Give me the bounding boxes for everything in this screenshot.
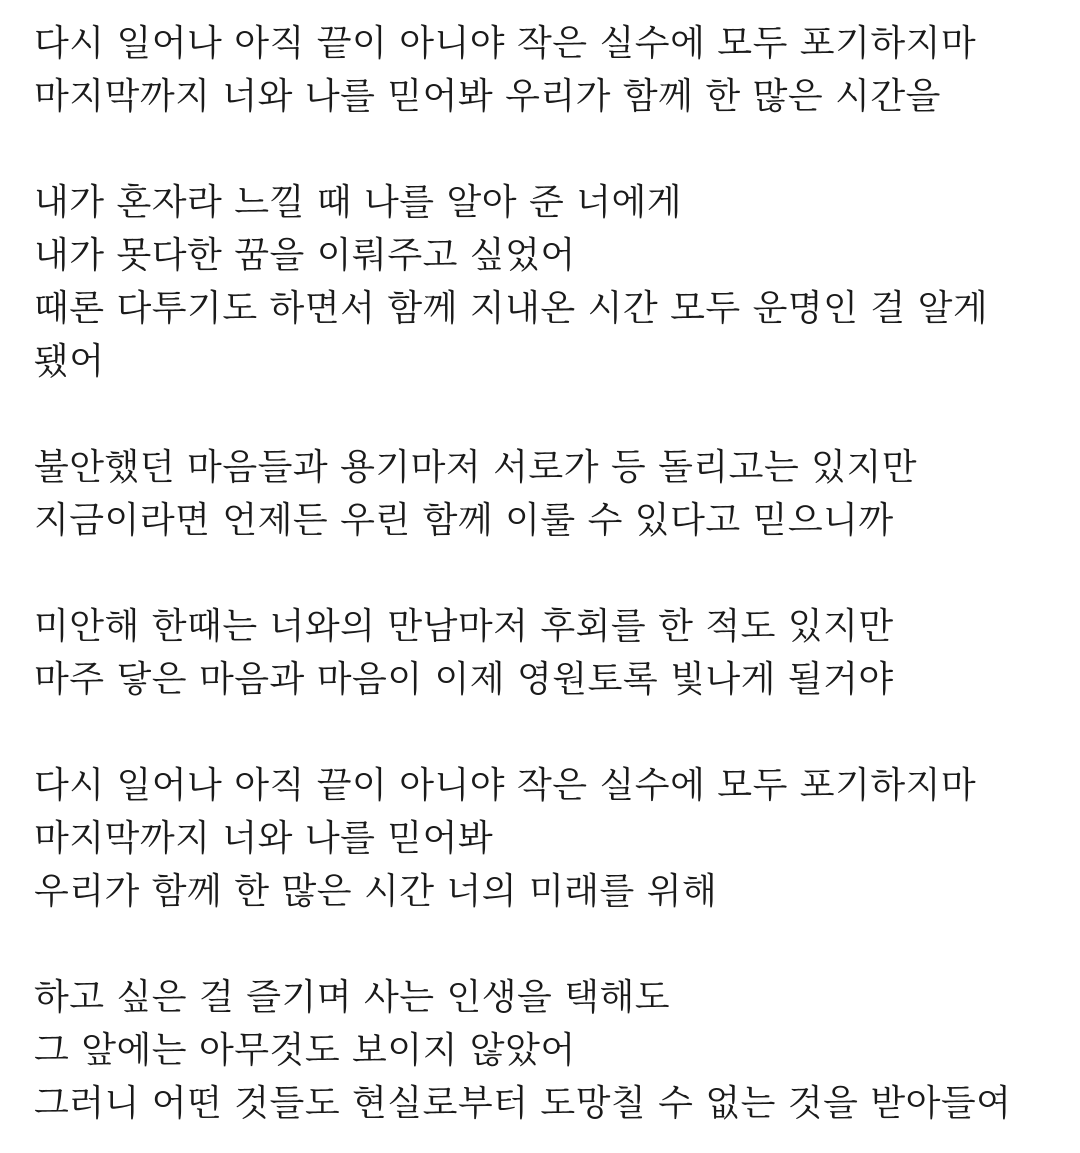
stanza-6 xyxy=(34,971,1064,1130)
lyric-line: 다시 일어나 아직 끝이 아니야 작은 실수에 모두 포기하지마 xyxy=(34,23,977,64)
lyric-line: 하고 싶은 걸 즐기며 사는 인생을 택해도 xyxy=(34,977,671,1018)
stanza-2 xyxy=(34,176,1064,388)
lyric-line: 마지막까지 너와 나를 믿어봐 xyxy=(34,818,494,859)
lyric-line: 그러니 어떤 것들도 현실로부터 도망칠 수 없는 것을 받아들여 xyxy=(34,1083,1012,1124)
stanza-5 xyxy=(34,759,1064,918)
stanza-1 xyxy=(34,17,1064,123)
lyric-line: 마지막까지 너와 나를 믿어봐 우리가 함께 한 많은 시간을 xyxy=(34,76,941,117)
stanza-4 xyxy=(34,600,1064,706)
lyric-line: 마주 닿은 마음과 마음이 이제 영원토록 빛나게 될거야 xyxy=(34,659,894,700)
lyric-line: 그 앞에는 아무것도 보이지 않았어 xyxy=(34,1030,576,1071)
lyric-line: 다시 일어나 아직 끝이 아니야 작은 실수에 모두 포기하지마 xyxy=(34,765,977,806)
lyric-line: 내가 혼자라 느낄 때 나를 알아 준 너에게 xyxy=(34,182,683,223)
lyrics-text xyxy=(34,17,1064,1130)
lyric-line: 지금이라면 언제든 우린 함께 이룰 수 있다고 믿으니까 xyxy=(34,500,894,541)
lyric-line: 때론 다투기도 하면서 함께 지내온 시간 모두 운명인 걸 알게 xyxy=(34,288,989,329)
stanza-3 xyxy=(34,441,1064,547)
lyric-line: 내가 못다한 꿈을 이뤄주고 싶었어 xyxy=(34,235,576,276)
lyric-line: 미안해 한때는 너와의 만남마저 후회를 한 적도 있지만 xyxy=(34,606,894,647)
lyric-line: 우리가 함께 한 많은 시간 너의 미래를 위해 xyxy=(34,871,718,912)
lyric-line: 불안했던 마음들과 용기마저 서로가 등 돌리고는 있지만 xyxy=(34,447,918,488)
lyric-line: 됐어 xyxy=(34,341,105,382)
